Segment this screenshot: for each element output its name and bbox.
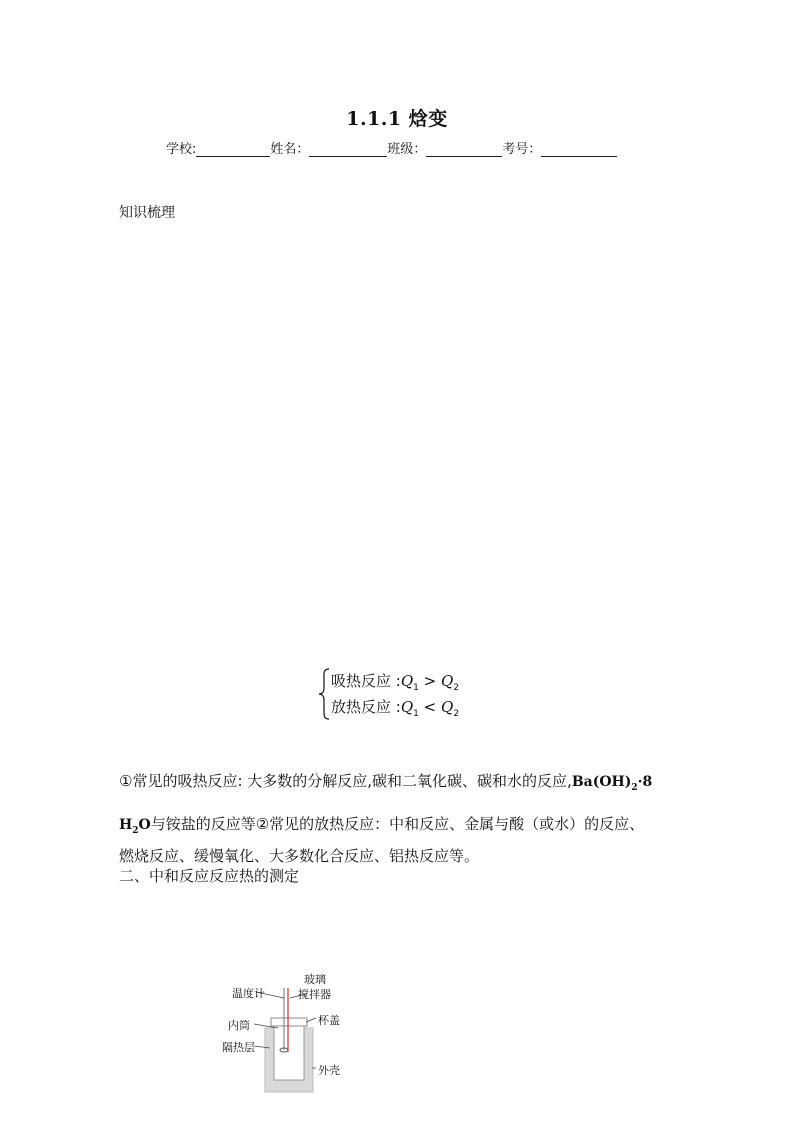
name-blank[interactable] [309, 142, 387, 157]
curly-brace-icon [318, 668, 330, 720]
school-blank[interactable] [196, 142, 270, 157]
exothermic-row [331, 696, 459, 719]
chem-h: H [119, 817, 133, 833]
section-heading-neutralization: 二、中和反应反应热的测定 [119, 867, 300, 885]
endothermic-row [331, 670, 459, 693]
q-subscript: 1 [413, 709, 419, 719]
page-title: 1.1.1 焓变 [346, 108, 448, 130]
exothermic-label: 放热反应 : [331, 698, 401, 716]
reaction-heat-formula [318, 668, 478, 724]
q-symbol: Q [400, 672, 414, 690]
paragraph-line-1 [119, 770, 699, 793]
class-label: 班级： [387, 142, 427, 157]
q-subscript: 1 [413, 683, 419, 693]
endothermic-label: 吸热反应 : [331, 672, 401, 690]
shell-label: 外壳 [318, 1064, 340, 1077]
section-heading-knowledge: 知识梳理 [119, 205, 175, 221]
glass-label: 玻璃 [304, 973, 326, 986]
class-blank[interactable] [426, 142, 502, 157]
number-label: 考号： [502, 142, 542, 157]
paragraph-line-3: 燃烧反应、缓慢氧化、大多数化合反应、铝热反应等。 [119, 847, 480, 865]
chem-ba: Ba(OH) [571, 774, 632, 790]
q-subscript: 2 [453, 709, 460, 719]
school-label: 学校: [166, 142, 197, 157]
q-symbol: Q [441, 672, 454, 690]
student-info-line [166, 138, 617, 157]
greater-than-sign: > [423, 672, 437, 690]
less-than-sign: < [423, 698, 437, 716]
thermometer-label: 温度计 [232, 987, 265, 1000]
chem-o: O [138, 817, 151, 833]
barium-hydroxide-formula [571, 774, 653, 793]
paragraph-line-2 [119, 813, 699, 836]
stirrer-label: 搅拌器 [298, 988, 331, 1001]
number-blank[interactable] [541, 142, 617, 157]
line2-text: 与铵盐的反应等②常见的放热反应：中和反应、金属与酸（或水）的反应、 [150, 815, 645, 833]
insulation-label: 隔热层 [222, 1041, 255, 1054]
calorimeter-diagram [218, 968, 358, 1094]
q-symbol: Q [400, 698, 414, 716]
water-formula [119, 817, 151, 836]
q-symbol: Q [441, 698, 454, 716]
chem-ba-sub: 2 [631, 782, 638, 793]
chem-h-sub: 2 [132, 825, 139, 836]
chem-ba-tail: ·8 [637, 774, 653, 790]
lid-label: 杯盖 [318, 1014, 340, 1027]
line1-text: ①常见的吸热反应: 大多数的分解反应,碳和二氧化碳、碳和水的反应, [119, 772, 572, 790]
q-subscript: 2 [453, 683, 460, 693]
name-label: 姓名： [270, 142, 310, 157]
inner-cylinder-label: 内筒 [228, 1019, 250, 1032]
